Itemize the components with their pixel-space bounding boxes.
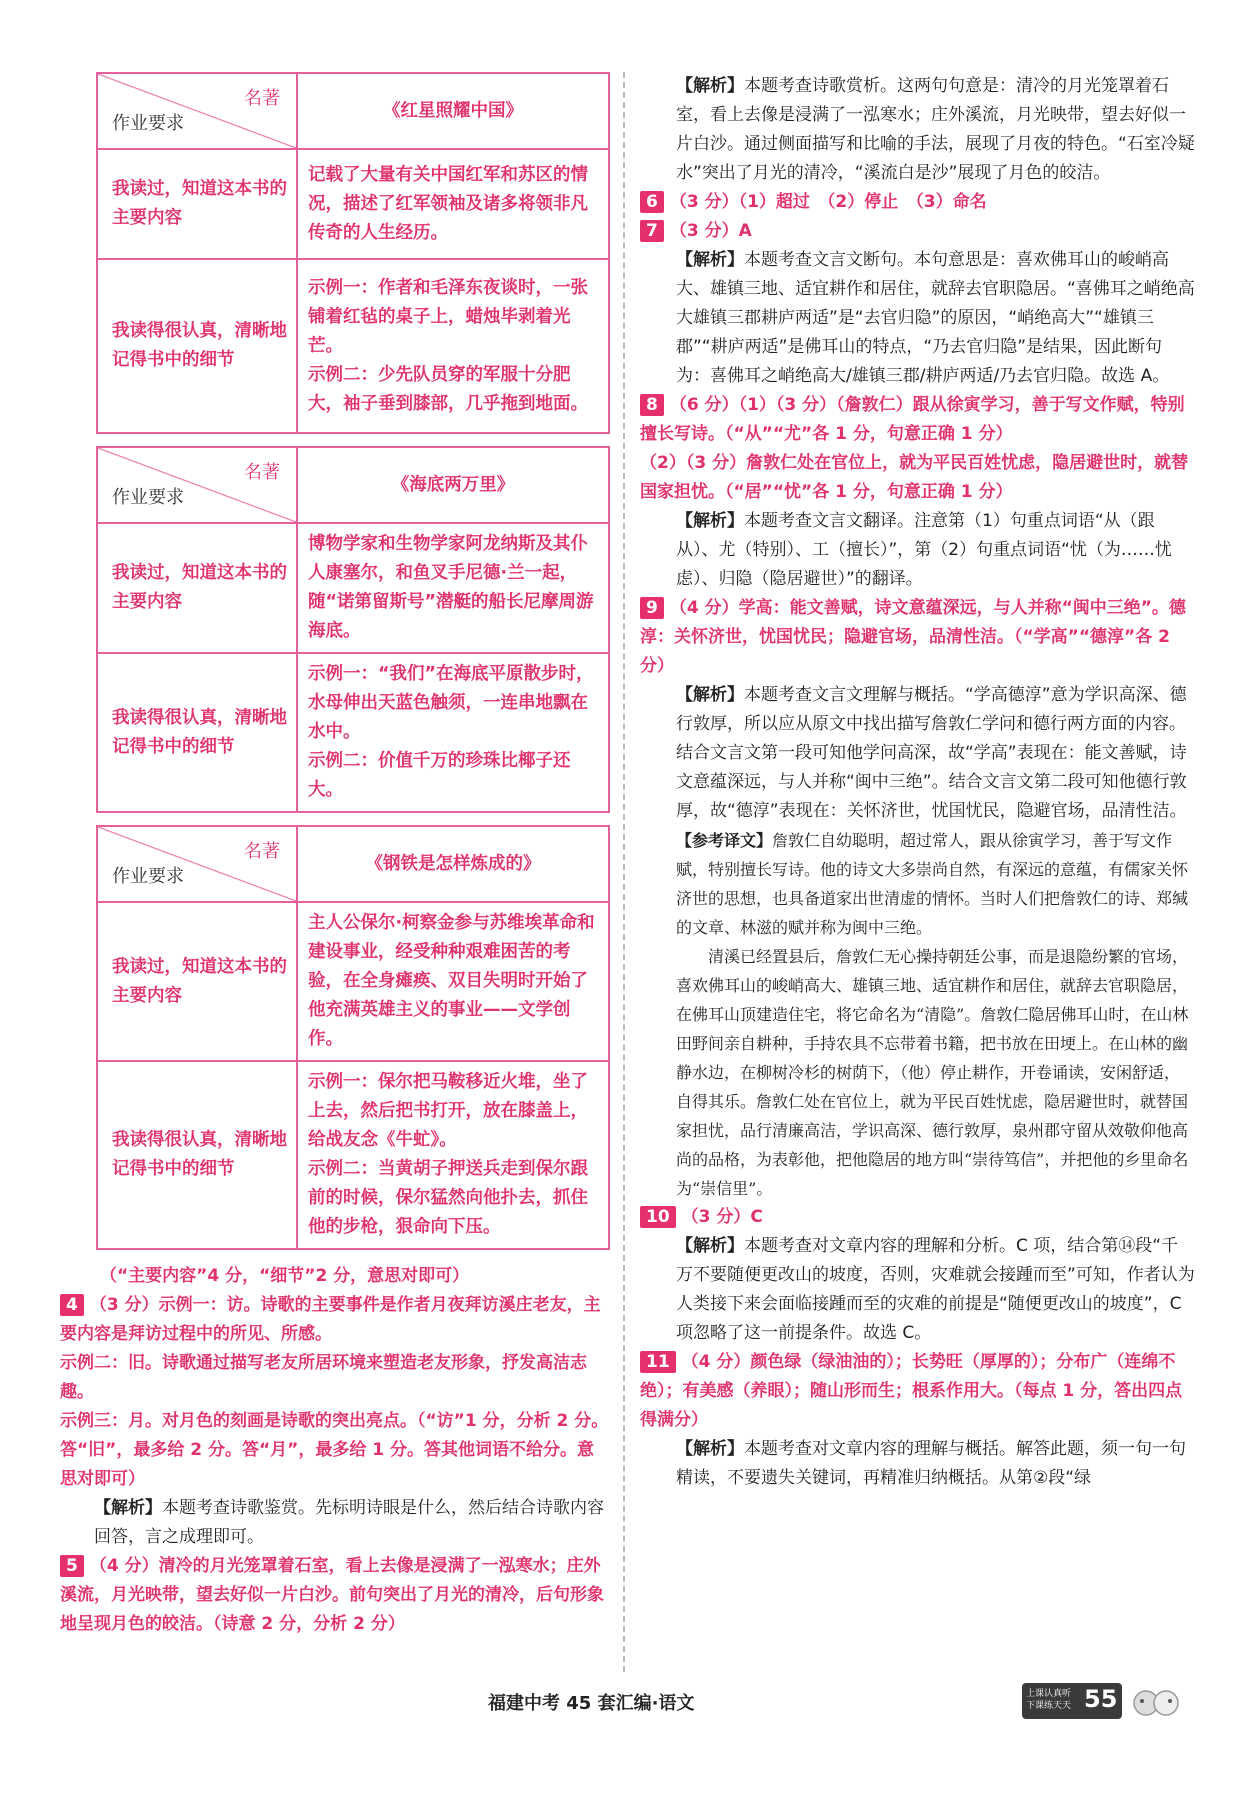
- answer-cell: 示例一：“我们”在海底平原散步时，水母伸出天蓝色触须，一连串地飘在水中。 示例二：价值千万的珍珠比椰子还大。: [297, 653, 609, 812]
- book-series-title: 福建中考 45 套汇编·语文: [488, 1693, 695, 1714]
- q5-analysis: 本题考查诗歌赏析。这两句句意是：清冷的月光笼罩着石室，看上去像是浸满了一泓寒水；庄外溪流，月光映带，望去好似一片白沙。通过侧面描写和比喻的手法，展现了月夜的特色。“石室冷疑水”突出了月光的清冷，“溪流白是沙”展现了月色的皎洁。: [676, 76, 1195, 183]
- page-footer: [0, 1675, 1250, 1725]
- question-7: [640, 217, 1195, 246]
- translation-p2: 清溪已经置县后，詹敦仁无心操持朝廷公事，而是退隐纷繁的官场，喜欢佛耳山的峻峭高大、雄镇三地、适宜耕作和居住，就辞去官职隐居，在佛耳山顶建造住宅，将它命名为“清隐”。詹敦仁隐居佛耳山时，在山林田野间亲自耕种，手持农具不忘带着书籍，把书放在田埂上。在山林的幽静水边，在柳树冷杉的树荫下，（他）停止耕作，开卷诵读，安闲舒适，自得其乐。詹敦仁处在官位上，就为平民百姓忧虑，隐居避世时，就替国家担忧，品行清廉高洁，学识高深、德行敦厚，泉州郡守留从效敬仰他高尚的品格，为表彰他，把他隐居的地方叫“崇待笃信”，并把他的乡里命名为“崇信里”。: [676, 947, 1189, 1198]
- requirement-cell: 我读得很认真，清晰地记得书中的细节: [97, 259, 297, 433]
- table-header-cell: [97, 826, 297, 902]
- header-requirement-label: 作业要求: [112, 866, 184, 887]
- q7-analysis: 本题考查文言文断句。本句意思是：喜欢佛耳山的峻峭高大、雄镇三地、适宜耕作和居住，就辞去官职隐居。“喜佛耳之峭绝高大雄镇三郡耕庐两适”是“去官归隐”的原因，“峭绝高大”“雄镇三郡”“耕庐两适”是佛耳山的特点，“乃去官归隐”是结果，因此断句为：喜佛耳之峭绝高大/雄镇三郡/耕庐两适/乃去官归隐。故选 A。: [676, 250, 1195, 386]
- question-9: [640, 594, 1195, 681]
- analysis-tag: 【解析】: [676, 685, 744, 705]
- footer-slogan: 上课认真听 下课练天天: [1026, 1689, 1072, 1711]
- header-book-label: 名著: [244, 462, 280, 483]
- question-number: 6: [640, 191, 664, 213]
- table-header-cell: [97, 447, 297, 523]
- q8-answer: （6 分）（1）（3 分）（詹敦仁）跟从徐寅学习，善于写文作赋，特别擅长写诗。（“从”“尤”各 1 分，句意正确 1 分） （2）（3 分）詹敦仁处在官位上，就为平民百姓忧虑，隐居避世时，就替国家担忧。（“居”“忧”各 1 分，句意正确 1 分）: [640, 395, 1189, 502]
- requirement-cell: 我读得很认真，清晰地记得书中的细节: [97, 653, 297, 812]
- question-8: [640, 391, 1195, 507]
- q10-analysis: 本题考查对文章内容的理解和分析。C 项，结合第⑭段“千万不要随便更改山的坡度，否则，灾难就会接踵而至”可知，作者认为人类接下来会面临接踵而至的灾难的前提是“随便更改山的坡度”，C 项忽略了这一前提条件。故选 C。: [676, 1236, 1195, 1343]
- question-number: 11: [640, 1351, 676, 1373]
- table-header-cell: [97, 73, 297, 149]
- translation: [640, 826, 1195, 942]
- book-table-1: [96, 72, 610, 434]
- answer-cell: 记载了大量有关中国红军和苏区的情况，描述了红军领袖及诸多将领非凡传奇的人生经历。: [297, 149, 609, 259]
- column-divider: [623, 72, 625, 1672]
- answer-cell: 示例一：保尔把马鞍移近火堆，坐了上去，然后把书打开，放在膝盖上，给战友念《牛虻》。 示例二：当黄胡子押送兵走到保尔跟前的时候，保尔猛然向他扑去，抓住他的步枪，狠命向下压。: [297, 1061, 609, 1249]
- question-number: 10: [640, 1206, 676, 1228]
- question-11: [640, 1348, 1195, 1435]
- page-number: 55: [1084, 1685, 1118, 1713]
- header-book-label: 名著: [244, 841, 280, 862]
- question-6: [640, 188, 1195, 217]
- requirement-cell: 我读得很认真，清晰地记得书中的细节: [97, 1061, 297, 1249]
- question-number: 5: [60, 1555, 84, 1577]
- analysis-tag: 【解析】: [676, 511, 744, 531]
- header-requirement-label: 作业要求: [112, 113, 184, 134]
- book-title: 《红星照耀中国》: [297, 73, 609, 149]
- book-title: 《钢铁是怎样炼成的》: [297, 826, 609, 902]
- question-number: 9: [640, 597, 664, 619]
- answer-cell: 主人公保尔·柯察金参与苏维埃革命和建设事业，经受种种艰难困苦的考验，在全身瘫痪、双目失明时开始了他充满英雄主义的事业——文学创作。: [297, 902, 609, 1061]
- answer-cell: 博物学家和生物学家阿龙纳斯及其仆人康塞尔，和鱼叉手尼德·兰一起，随“诺第留斯号”潜艇的船长尼摩周游海底。: [297, 523, 609, 653]
- question-4: [60, 1291, 610, 1552]
- q11-analysis: 本题考查对文章内容的理解与概括。解答此题，须一句一句精读，不要遗失关键词，再精准归纳概括。从第②段“绿: [676, 1439, 1186, 1488]
- q10-answer: （3 分）C: [681, 1207, 763, 1227]
- analysis-tag: 【解析】: [676, 1236, 744, 1256]
- question-number: 4: [60, 1294, 84, 1316]
- analysis-tag: 【解析】: [676, 1439, 744, 1459]
- question-number: 7: [640, 220, 664, 242]
- header-book-label: 名著: [244, 88, 280, 109]
- left-column: [60, 72, 610, 1639]
- q6-answer: （3 分）（1）超过 （2）停止 （3）命名: [669, 192, 987, 212]
- translation-tag: 【参考译文】: [676, 831, 773, 850]
- requirement-cell: 我读过，知道这本书的主要内容: [97, 149, 297, 259]
- score-note: （“主要内容”4 分，“细节”2 分，意思对即可）: [100, 1266, 470, 1286]
- book-table-2: [96, 446, 610, 813]
- analysis-tag: 【解析】: [94, 1498, 162, 1518]
- header-requirement-label: 作业要求: [112, 487, 184, 508]
- question-10: [640, 1203, 1195, 1232]
- analysis-tag: 【解析】: [676, 250, 744, 270]
- q5-answer: （4 分）清冷的月光笼罩着石室，看上去像是浸满了一泓寒水；庄外溪流，月光映带，望去好似一片白沙。前句突出了月光的清冷，后句形象地呈现月色的皎洁。（诗意 2 分，分析 2 分）: [60, 1556, 604, 1634]
- question-5: [60, 1552, 610, 1639]
- analysis-tag: 【解析】: [676, 76, 744, 96]
- q8-analysis: 本题考查文言文翻译。注意第（1）句重点词语“从（跟从）、尤（特别）、工（擅长）”，第（2）句重点词语“忧（为……忧虑）、归隐（隐居避世）”的翻译。: [676, 511, 1172, 589]
- requirement-cell: 我读过，知道这本书的主要内容: [97, 902, 297, 1061]
- right-column: [640, 72, 1195, 1493]
- q11-answer: （4 分）颜色绿（绿油油的）；长势旺（厚厚的）；分布广（连绵不绝）；有美感（养眼）；随山形而生；根系作用大。（每点 1 分，答出四点得满分）: [640, 1352, 1183, 1430]
- q9-answer: （4 分）学高：能文善赋，诗文意蕴深远，与人并称“闽中三绝”。德淳：关怀济世，忧国忧民；隐避官场，品清性洁。（“学高”“德淳”各 2 分）: [640, 598, 1186, 676]
- answer-cell: 示例一：作者和毛泽东夜谈时，一张铺着红毡的桌子上，蜡烛毕剥着光芒。 示例二：少先队员穿的军服十分肥大，袖子垂到膝部，几乎拖到地面。: [297, 259, 609, 433]
- book-title: 《海底两万里》: [297, 447, 609, 523]
- mascot-icon: [1126, 1681, 1186, 1721]
- question-number: 8: [640, 394, 664, 416]
- q9-analysis: 本题考查文言文理解与概括。“学高德淳”意为学识高深、德行敦厚，所以应从原文中找出描写詹敦仁学问和德行两方面的内容。结合文言文第一段可知他学问高深，故“学高”表现在：能文善赋，诗文意蕴深远，与人并称“闽中三绝”。结合文言文第二段可知他德行敦厚，故“德淳”表现在：关怀济世，忧国忧民，隐避官场，品清性洁。: [676, 685, 1187, 821]
- page-number-box: [1022, 1683, 1122, 1719]
- requirement-cell: 我读过，知道这本书的主要内容: [97, 523, 297, 653]
- book-table-3: [96, 825, 610, 1250]
- q4-analysis: 本题考查诗歌鉴赏。先标明诗眼是什么，然后结合诗歌内容回答，言之成理即可。: [94, 1498, 604, 1547]
- q7-answer: （3 分）A: [669, 221, 752, 241]
- q4-answer: （3 分）示例一：访。诗歌的主要事件是作者月夜拜访溪庄老友，主要内容是拜访过程中的所见、所感。 示例二：旧。诗歌通过描写老友所居环境来塑造老友形象，抒发高洁志趣。 示例三：月。对月色的刻画是诗歌的突出亮点。（“访”1 分，分析 2 分。答“旧”，最多给 2 分。答“月”，最多给 1 分。答其他词语不给分。意思对即可）: [60, 1295, 609, 1489]
- translation-p1: 詹敦仁自幼聪明，超过常人，跟从徐寅学习，善于写文作赋，特别擅长写诗。他的诗文大多崇尚自然，有深远的意蕴，有儒家关怀济世的思想，也具备道家出世清虚的情怀。当时人们把詹敦仁的诗、郑缄的文章、林滋的赋并称为闽中三绝。: [676, 831, 1189, 937]
